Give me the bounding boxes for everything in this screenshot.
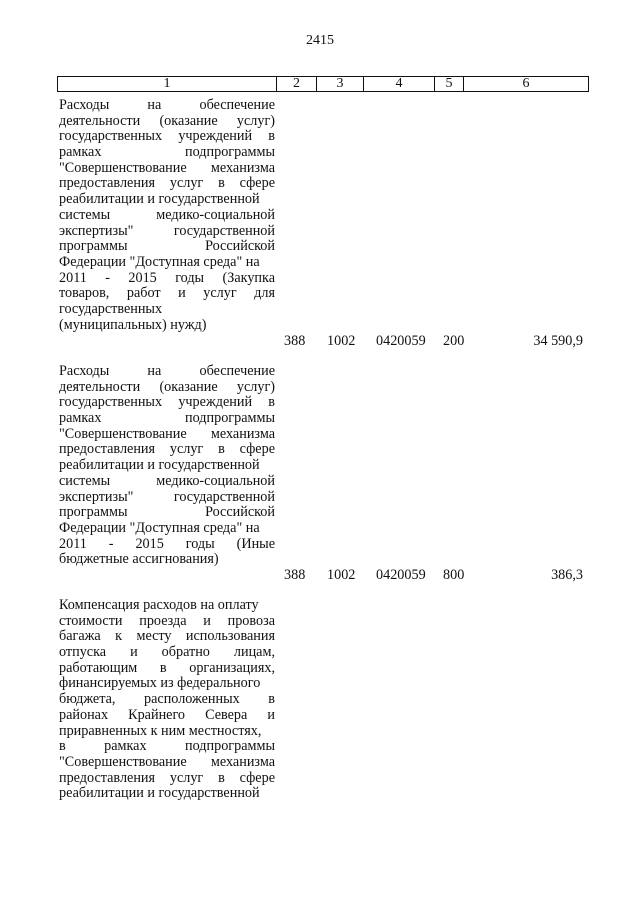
description-line: "Совершенствование механизма bbox=[59, 159, 275, 176]
description-line: государственных учреждений в bbox=[59, 128, 275, 145]
description-line: Федерации "Доступная среда" на bbox=[59, 253, 260, 270]
row-description bbox=[59, 364, 275, 568]
column-header-5: 5 bbox=[435, 77, 464, 92]
description-line: отпуска и обратно лицам, bbox=[59, 644, 275, 661]
description-line: Компенсация расходов на оплату bbox=[59, 597, 259, 613]
description-line: государственных bbox=[59, 300, 163, 317]
column-header-row bbox=[57, 76, 589, 92]
row-description bbox=[59, 598, 275, 802]
description-line: предоставления услуг в сфере bbox=[59, 175, 275, 192]
row-col4-value: 0420059 bbox=[376, 332, 426, 349]
description-line: бюджетные ассигнования) bbox=[59, 551, 219, 568]
description-line: системы медико-социальной bbox=[59, 472, 275, 489]
description-line: рамках подпрограммы bbox=[59, 144, 275, 161]
description-line: программы Российской bbox=[59, 504, 275, 521]
row-description bbox=[59, 98, 275, 333]
column-header-6: 6 bbox=[464, 77, 589, 92]
description-line: реабилитации и государственной bbox=[59, 191, 260, 208]
description-line: стоимости проезда и провоза bbox=[59, 612, 275, 629]
row-col5-value: 200 bbox=[443, 332, 465, 349]
description-line: программы Российской bbox=[59, 238, 275, 255]
description-line: 2011 - 2015 годы (Иные bbox=[59, 535, 275, 552]
description-line: бюджета, расположенных в bbox=[59, 691, 275, 708]
row-col4-value: 0420059 bbox=[376, 567, 426, 583]
row-col5-value: 800 bbox=[443, 567, 465, 583]
description-line: "Совершенствование механизма bbox=[59, 753, 275, 770]
description-line: экспертизы" государственной bbox=[59, 222, 275, 239]
column-header-1: 1 bbox=[58, 77, 277, 92]
description-line: Федерации "Доступная среда" на bbox=[59, 519, 260, 536]
table-row bbox=[57, 97, 588, 349]
table-row bbox=[57, 363, 588, 583]
description-line: 2011 - 2015 годы (Закупка bbox=[59, 269, 275, 286]
description-line: Расходы на обеспечение bbox=[59, 97, 275, 113]
description-line: багажа к месту использования bbox=[59, 628, 275, 645]
row-col2-value: 388 bbox=[284, 567, 306, 583]
description-line: в рамках подпрограммы bbox=[59, 738, 275, 755]
row-col3-value: 1002 bbox=[327, 567, 356, 583]
description-line: реабилитации и государственной bbox=[59, 457, 260, 474]
column-header-2: 2 bbox=[277, 77, 317, 92]
row-amount-value: 386,3 bbox=[551, 567, 583, 583]
page-number: 2415 bbox=[306, 33, 334, 48]
description-line: рамках подпрограммы bbox=[59, 410, 275, 427]
description-line: экспертизы" государственной bbox=[59, 488, 275, 505]
description-line: реабилитации и государственной bbox=[59, 785, 260, 802]
row-col3-value: 1002 bbox=[327, 332, 356, 349]
description-line: приравненных к ним местностях, bbox=[59, 722, 262, 739]
row-amount-value: 34 590,9 bbox=[533, 332, 583, 349]
column-header-3: 3 bbox=[317, 77, 364, 92]
description-line: "Совершенствование механизма bbox=[59, 425, 275, 442]
description-line: предоставления услуг в сфере bbox=[59, 441, 275, 458]
row-col2-value: 388 bbox=[284, 332, 306, 349]
description-line: товаров, работ и услуг для bbox=[59, 285, 275, 302]
description-line: Расходы на обеспечение bbox=[59, 363, 275, 379]
description-line: деятельности (оказание услуг) bbox=[59, 378, 275, 395]
description-line: деятельности (оказание услуг) bbox=[59, 112, 275, 129]
table-row bbox=[57, 598, 588, 813]
description-line: районах Крайнего Севера и bbox=[59, 706, 275, 723]
column-header-4: 4 bbox=[364, 77, 435, 92]
description-line: системы медико-социальной bbox=[59, 206, 275, 223]
description-line: государственных учреждений в bbox=[59, 394, 275, 411]
description-line: работающим в организациях, bbox=[59, 659, 275, 676]
description-line: предоставления услуг в сфере bbox=[59, 769, 275, 786]
description-line: финансируемых из федерального bbox=[59, 675, 261, 692]
description-line: (муниципальных) нужд) bbox=[59, 316, 207, 333]
